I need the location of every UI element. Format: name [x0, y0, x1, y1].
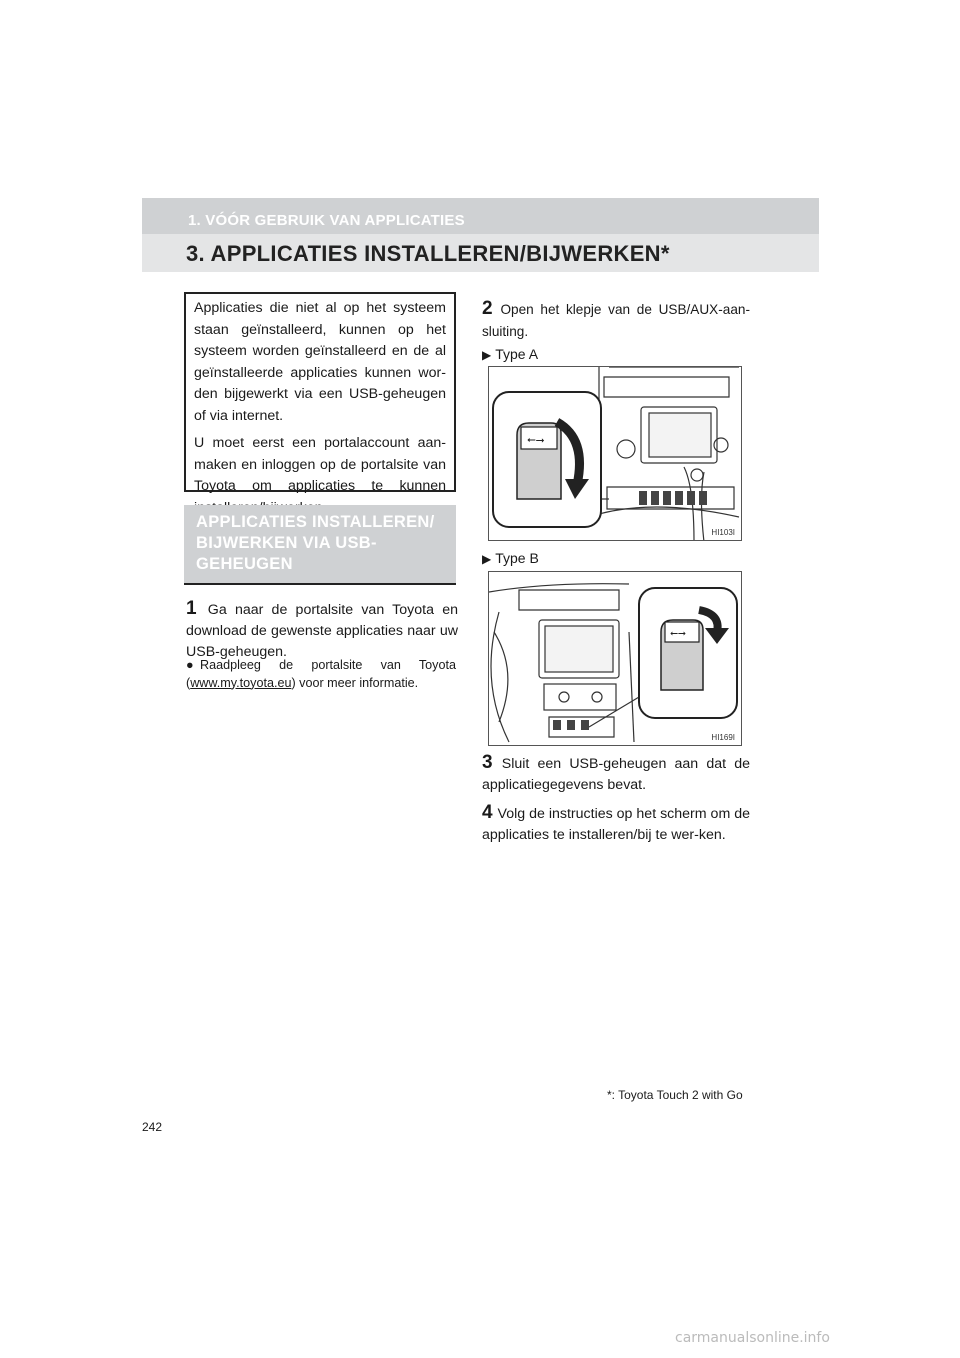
dashboard-illustration-b: [489, 572, 742, 746]
svg-text:⭠⭢: ⭠⭢: [670, 628, 686, 639]
type-a-label: ▶ Type A: [482, 346, 539, 362]
step-1: 1 Ga naar de portalsite van Toyota en download de gewenste applicaties naar uw USB-geheugen.: [186, 598, 458, 660]
step-4: 4 Volg de instructies op het scherm om de applicaties te installeren/bij te wer-ken.: [482, 802, 750, 843]
figure-code: HI103I: [711, 528, 735, 537]
subsection-heading: APPLICATIES INSTALLEREN/ BIJWERKEN VIA USB- GEHEUGEN: [184, 505, 456, 585]
chapter-title: 1. VÓÓR GEBRUIK VAN APPLICATIES: [188, 212, 465, 229]
bullet-dot-icon: ●: [186, 658, 194, 672]
section-title: 3. APPLICATIES INSTALLEREN/BIJWERKEN*: [186, 241, 670, 266]
step-2: 2 Open het klepje van de USB/AUX-aan-sluiting.: [482, 298, 750, 339]
figure-type-a: [488, 366, 742, 541]
svg-text:⭠⭢: ⭠⭢: [527, 433, 545, 446]
figure-code: HI169I: [711, 733, 735, 742]
intro-paragraph: U moet eerst een portalaccount aan-maken en inloggen op de portalsite van Toyota om applicaties te kunnen: [194, 435, 446, 494]
dashboard-illustration-a: [489, 367, 742, 541]
type-b-label: ▶ Type B: [482, 550, 539, 566]
intro-paragraph: Applicaties die niet al op het systeem staan geïnstalleerd, kunnen op het systeem worden geïnstalleerd en de al geïnstalleerde applicaties kunnen wor-den bijgewerkt via een USB-geheugen of via internet.: [194, 300, 446, 424]
portal-link[interactable]: www.my.toyota.eu: [190, 675, 292, 690]
triangle-icon: ▶: [482, 552, 492, 566]
footnote: *: Toyota Touch 2 with Go: [607, 1088, 743, 1102]
step-3: 3 Sluit een USB-geheugen aan dat de applicatiegegevens bevat.: [482, 752, 750, 793]
triangle-icon: ▶: [482, 348, 492, 362]
watermark-logo: carmanualsonline.info: [675, 1330, 830, 1346]
bullet-note: ● Raadpleeg de portalsite van Toyota (www.my.toyota.eu) voor meer informatie.: [186, 658, 456, 690]
page-number: 242: [142, 1120, 163, 1134]
intro-box: [184, 292, 456, 492]
figure-type-b: [488, 571, 742, 746]
